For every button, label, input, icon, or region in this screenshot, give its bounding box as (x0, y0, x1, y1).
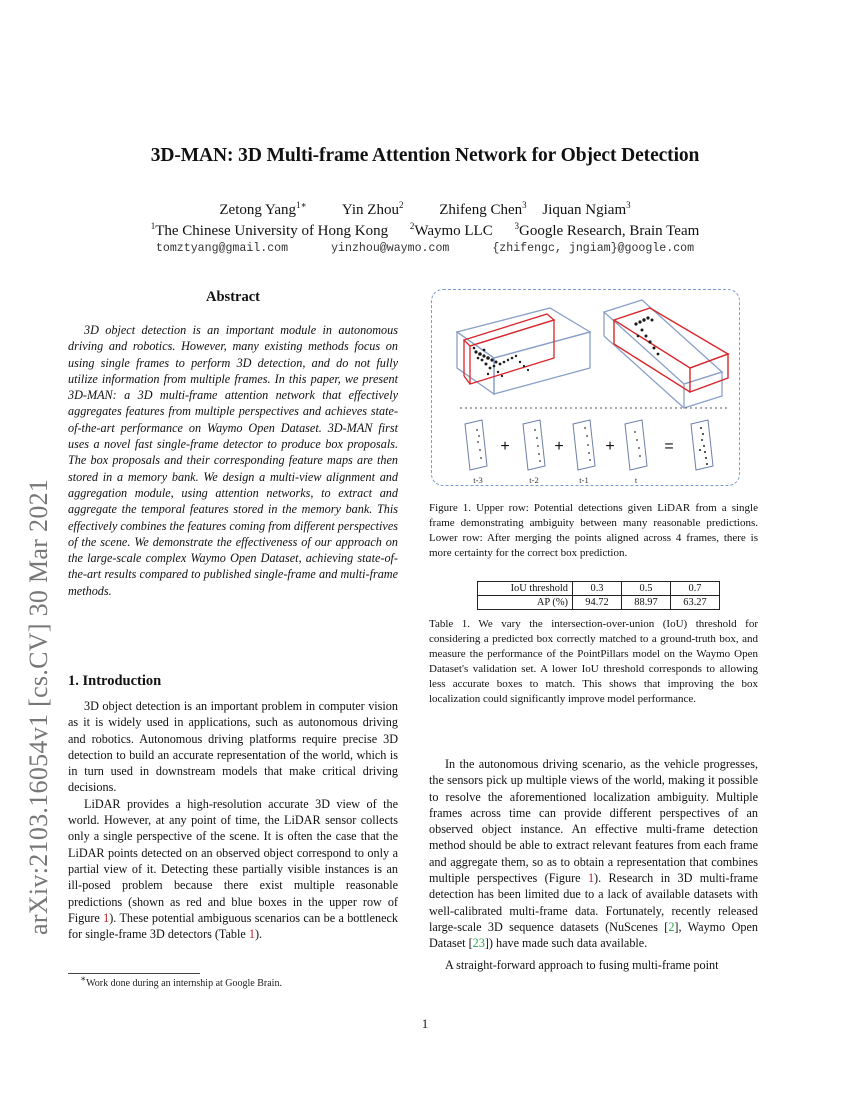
author-mark: 3 (522, 200, 527, 210)
table-1 (477, 581, 720, 610)
page-number: 1 (421, 1017, 429, 1031)
table-cell: 0.7 (671, 582, 720, 596)
table-cell: 94.72 (573, 596, 622, 610)
frame-label: t (634, 475, 638, 485)
figure-reference-link[interactable]: 1 (103, 910, 110, 925)
paper-title: 3D-MAN: 3D Multi-frame Attention Network for Object Detection (150, 145, 700, 166)
arxiv-identifier: arXiv:2103.16054v1 [cs.CV] 30 Mar 2021 (24, 478, 53, 935)
upper-left-scene (457, 308, 590, 394)
figure-1 (431, 289, 740, 486)
table-cell: 63.27 (671, 596, 720, 610)
operator-symbol: = (664, 438, 674, 455)
table-row (478, 582, 720, 596)
operator-symbol: + (554, 438, 564, 455)
upper-right-scene (604, 300, 728, 408)
citation-link[interactable]: 2 (668, 919, 675, 934)
paragraph: 3D object detection is an important problem in computer vision as it is widely used in applications, such as autonomous driving and robotics. Autonomous driving platforms require precise 3D detection to build an accurate representation of the world, which is in turn used in downstream models that make critical driving decisions. (68, 699, 398, 795)
author-name: Jiquan Ngiam (542, 202, 627, 218)
lidar-frame (523, 420, 545, 470)
table-cell: AP (%) (478, 596, 573, 610)
table-row (478, 596, 720, 610)
lidar-frame (625, 420, 647, 470)
abstract-heading: Abstract (206, 289, 260, 305)
author-name: Yin Zhou (341, 202, 399, 218)
author-name: Zetong Yang (219, 202, 297, 218)
author-email[interactable]: yinzhou@waymo.com (331, 242, 450, 255)
affiliation-name: Waymo LLC (414, 223, 493, 239)
author-mark: 1∗ (296, 200, 307, 210)
affiliation-mark: 2 (409, 221, 415, 231)
table-cell: 0.3 (573, 582, 622, 596)
table-cell: 0.5 (622, 582, 671, 596)
right-column-body (429, 756, 758, 973)
operator-symbol: + (605, 438, 615, 455)
affiliation-mark: 3 (514, 221, 519, 231)
affiliation-mark: 1 (150, 221, 156, 231)
paragraph: LiDAR provides a high-resolution accurate 3D view of the world. However, at any point of time, the LiDAR sensor collects only a single perspective of the scene. It is often the case that the LiDAR points detected on an observed object correspond to only a partial view of it. Detecting these partially visible instances is an ill-posed problem because there exist multiple reasonable predictions (shown as red and blue boxes in the upper row of Figure 1). These potential ambiguous scenarios can be a bottleneck for single-frame 3D detectors (Table 1). (68, 796, 398, 942)
email-list (0, 242, 850, 255)
author-name: Zhifeng Chen (439, 202, 523, 218)
frame-label: t-3 (473, 475, 483, 485)
operator-symbol: + (500, 438, 510, 455)
author-email[interactable]: tomztyang@gmail.com (155, 242, 289, 255)
merged-lidar-frame (691, 420, 713, 470)
figure-1-caption: Figure 1. Upper row: Potential detections given LiDAR from a single frame demonstrating ambiguity between many reasonable predictions. Lower row: After merging the points aligned across 4 frames, there is more certainty for the correct box prediction. (429, 502, 758, 559)
lidar-frame (573, 420, 595, 470)
paragraph: A straight-forward approach to fusing multi-frame point (445, 957, 719, 972)
affiliation-name: The Chinese University of Hong Kong (155, 223, 389, 239)
footnote: ∗Work done during an internship at Google Brain. (80, 973, 282, 989)
citation-link[interactable]: 23 (472, 936, 485, 951)
affiliation-list (0, 221, 850, 242)
introduction-body (68, 698, 398, 942)
author-list (0, 200, 850, 221)
author-email[interactable]: {zhifengc, jngiam}@google.com (492, 242, 695, 255)
abstract-text: 3D object detection is an important module in autonomous driving and robotics. However, many existing methods focus on using single frames to perform 3D detection, and do not fully utilize information from multiple frames. In this paper, we present 3D-MAN: a 3D multi-frame attention network that effectively aggregates features from multiple perspectives and achieves state-of-the-art performance on Waymo Open Dataset. 3D-MAN first uses a novel fast single-frame detector to produce box proposals. The box proposals and their corresponding feature maps are then stored in a memory bank. We design a multi-view alignment and aggregation module, using attention networks, to extract and aggregate the temporal features stored in the memory bank. This effectively combines the features coming from different perspectives of the scene. We demonstrate the effectiveness of our approach on the large-scale complex Waymo Open Dataset, achieving state-of-the-art results compared to published single-frame and multi-frame methods. (68, 323, 398, 598)
frame-label: t-1 (579, 475, 589, 485)
table-1-caption: Table 1. We vary the intersection-over-union (IoU) threshold for considering a predicted box correctly matched to a ground-truth box, and measure the performance of the PointPillars model on the Waymo Open Dataset's validation set. A lower IoU threshold corresponds to allowing less accurate boxes to match. This shows that improving the box localization could significantly improve model performance. (429, 618, 758, 705)
author-mark: 2 (398, 200, 404, 210)
frame-label: t-2 (529, 475, 539, 485)
introduction-heading: 1. Introduction (68, 673, 162, 689)
author-mark: 3 (626, 200, 631, 210)
table-reference-link[interactable]: 1 (248, 927, 255, 942)
table-cell: IoU threshold (478, 582, 573, 596)
paragraph: In the autonomous driving scenario, as the vehicle progresses, the sensors pick up multiple views of the world, making it possible to resolve the aforementioned localization ambiguity. Multiple frames across time can provide different perspectives of an observed object instance. An effective multi-frame detection method should be able to extract relevant features from each frame and aggregate them, so as to obtain a representation that combines multiple perspectives (Figure 1). Research in 3D multi-frame detection has been limited due to a lack of available datasets with well-calibrated multi-frame data. Fortunately, recently released large-scale 3D sequence datasets (NuScenes [2], Waymo Open Dataset [23]) have made such data available. (429, 757, 758, 951)
figure-1-illustration (432, 290, 739, 485)
lidar-frame (465, 420, 487, 470)
table-cell: 88.97 (622, 596, 671, 610)
author-block (0, 200, 850, 242)
figure-reference-link[interactable]: 1 (587, 871, 595, 886)
affiliation-name: Google Research, Brain Team (518, 223, 700, 239)
footnote-rule (68, 973, 200, 974)
